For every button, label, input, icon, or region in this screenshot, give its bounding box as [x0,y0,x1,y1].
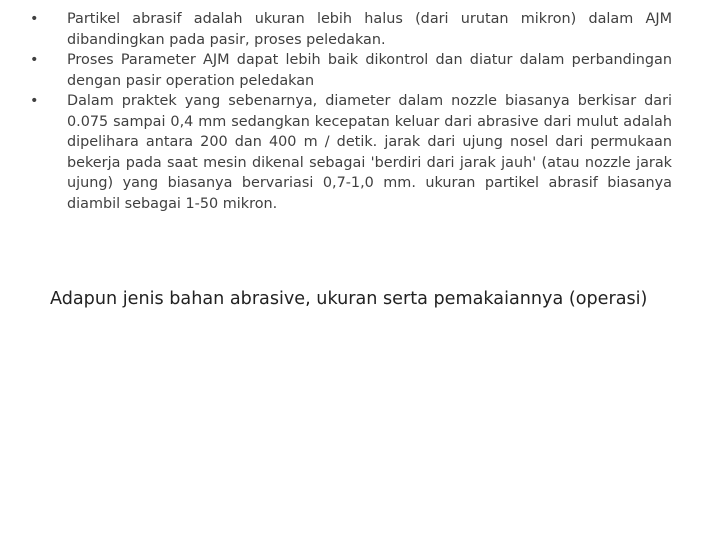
bullet-text: Partikel abrasif adalah ukuran lebih halus (dari urutan mikron) dalam AJM dibandingkan pada pasir, proses peledakan. [67,11,672,48]
bullet-marker: • [30,11,39,27]
section-subheading: Adapun jenis bahan abrasive, ukuran serta pemakaiannya (operasi) [50,289,648,309]
bullet-text: Dalam praktek yang sebenarnya, diameter dalam nozzle biasanya berkisar dari 0.075 sampai 0,4 mm sedangkan kecepatan keluar dari abrasive dari mulut adalah dipelihara antara 200 dan 400 m / detik. jarak dari ujung nosel dari permukaan bekerja pada saat mesin dikenal sebagai 'berdiri dari jarak jauh' (atau nozzle jarak ujung) yang biasanya bervariasi 0,7-1,0 mm. ukuran partikel abrasif biasanya diambil sebagai 1-50 mikron. [67,93,672,212]
bullet-item [30,9,672,50]
bullet-item [30,50,672,91]
bullet-item [30,91,672,214]
bullet-marker: • [30,93,39,109]
bullet-list [30,9,672,214]
bullet-marker: • [30,52,39,68]
bullet-text: Proses Parameter AJM dapat lebih baik dikontrol dan diatur dalam perbandingan dengan pasir operation peledakan [67,52,672,89]
